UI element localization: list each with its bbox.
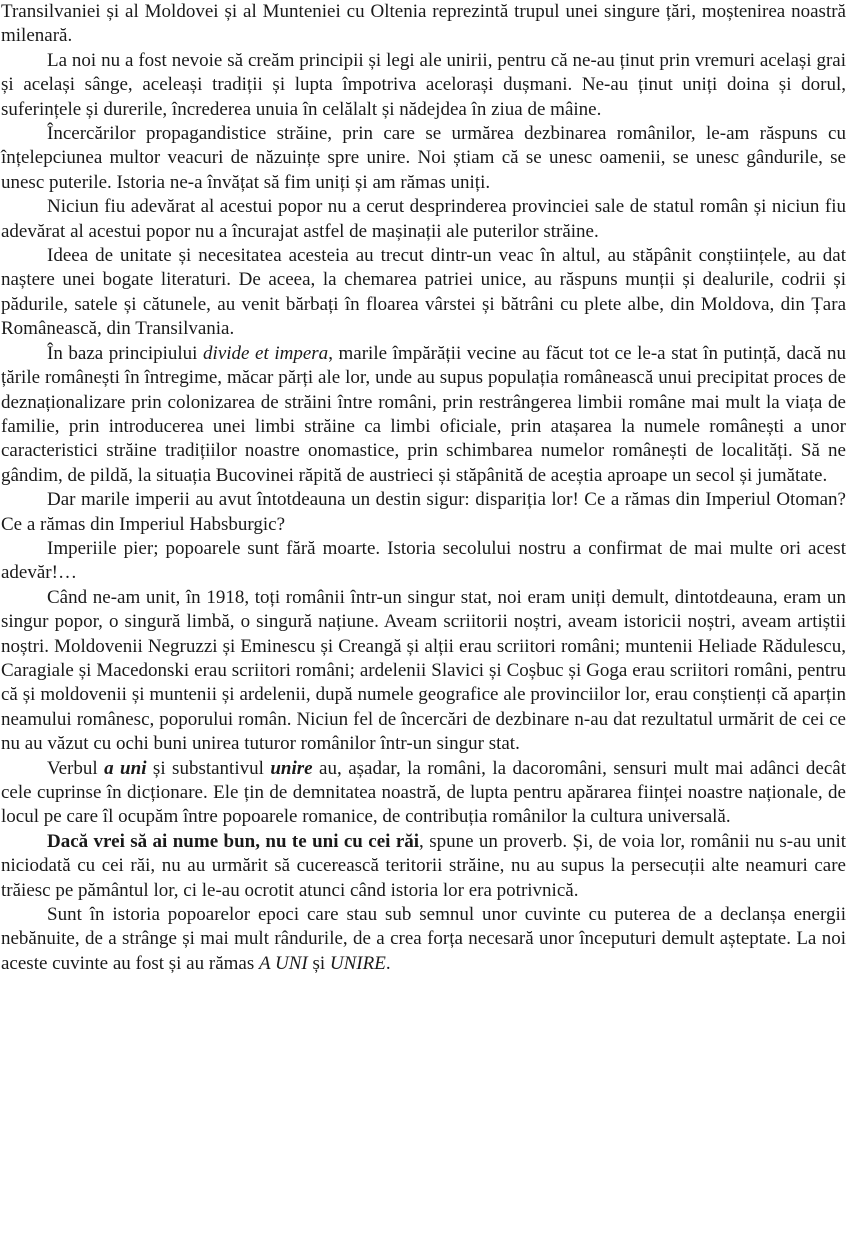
paragraph [1,0,846,49]
text-run: La noi nu a fost nevoie să creăm principii și legi ale unirii, pentru că ne-au ținut prin vremuri același grai și același sânge, aceleași tradiții și lupta împotriva acelorași dușmani. Ne-au ținut uniți doina și dorul, suferințele și durerile, încrederea unuia în celălalt și nădejdea în ziua de mâine. [1,49,846,120]
text-run: Încercărilor propagandistice străine, prin care se urmărea dezbinarea românilor, le-am răspuns cu înțelepciunea multor veacuri de năzuințe spre unire. Noi știam că se unesc oamenii, se unesc gândurile, se unesc puterile. Istoria ne-a învățat să fim uniți și am rămas uniți. [1,123,846,193]
paragraph [1,244,846,342]
text-run: au, așadar, la români, la dacoromâni, sensuri mult mai adânci decât cele cuprinse în dicționare. Ele țin de demnitatea noastră, de lupta pentru apărarea ființei noastre naționale, de locul pe care îl ocupăm între popoarele romanice, de contribuția românilor la cultura universală. [1,757,847,828]
text-run: Niciun fiu adevărat al acestui popor nu a cerut desprinderea provinciei sale de statul român și niciun fiu adevărat al acestui popor nu a încurajat astfel de mașinații ale puterilor străine. [1,196,846,242]
text-run: Transilvaniei și al Moldovei și al Munteniei cu Oltenia reprezintă trupul unei singure țări, moștenirea noastră milenară. [1,1,846,47]
text-run: și [307,952,330,974]
italic-text: A UNI [258,952,308,974]
paragraph [1,537,846,586]
bold-text: Dacă vrei să ai nume bun, nu te uni cu cei răi [47,830,420,852]
text-run: Când ne-am unit, în 1918, toți românii într-un singur stat, noi eram uniți demult, dintotdeauna, eram un singur popor, o singură limbă, o singură națiune. Aveam scriitorii noștri, aveam istoricii noștri, aveam artiștii noștri. Moldovenii Negruzzi și Eminescu și Creangă și alții erau scriitori români; muntenii Heliade Rădulescu, Caragiale și Macedonski erau scriitori români; ardelenii Slavici și Coșbuc și Goga erau scriitori români, pentru că și moldovenii și muntenii și ardelenii, după numele geografice ale provinciilor lor, erau conștienți că aparțin neamului românesc, poporului român. Niciun fel de încercări de dezbinare n-au dat rezultatul urmărit de cei ce nu au văzut cu ochi buni unirea tuturor românilor într-un singur stat. [1,586,846,755]
text-run: Dar marile imperii au avut întotdeauna un destin sigur: dispariția lor! Ce a rămas din Imperiul Otoman? Ce a rămas din Imperiul Habsburgic? [1,489,846,535]
text-run: și substantivul [146,757,271,779]
text-run: , spune un proverb. Și, de voia lor, românii nu s-au unit niciodată cu cei răi, nu au urmărit să cucerească teritorii străine, nu au supus la persecuții alte neamuri care trăiesc pe pământul lor, ci le-au ocrotit atunci când istoria lor era potrivnică. [1,830,847,901]
italic-text: UNIRE [329,952,386,974]
italic-text: divide et impera [203,342,329,364]
text-run: Imperiile pier; popoarele sunt fără moarte. Istoria secolului nostru a confirmat de mai multe ori acest adevăr!… [1,537,846,584]
text-run: Sunt în istoria popoarelor epoci care stau sub semnul unor cuvinte cu puterea de a declanșa energii nebănuite, de a strânge și mai mult rândurile, de a crea forța necesară unor începuturi demult așteptate. La noi aceste cuvinte au fost și au rămas [1,904,846,974]
text-run: Ideea de unitate și necesitatea acesteia au trecut dintr-un veac în altul, au stăpânit conștiințele, au dat naștere unei bogate literaturi. De aceea, la chemarea patriei unice, au răspuns munții și dealurile, codrii și pădurile, satele și cătunele, au venit bărbați în floarea vârstei și bătrâni cu plete albe, din Moldova, din Țara Românească, din Transilvania. [1,245,846,340]
paragraph [1,342,846,488]
paragraph [1,122,846,195]
paragraph [1,903,846,976]
text-run: , marile împărății vecine au făcut tot ce le-a stat în putință, dacă nu țările românești în întregime, măcar părți ale lor, unde au supus populația românească unui precipitat proces de deznaționalizare prin colonizarea de străini între români, prin restrângerea limbii române mai mult la viața de familie, prin introducerea unei limbi străine ca limbi oficiale, prin atașarea la numele românești a unor caracteristici străine tradițiilor noastre onomastice, prin schimbarea numelor românești de localități. Să ne gândim, de pildă, la situația Bucovinei răpită de austrieci și stăpânită de aceștia aproape un secol și jumătate. [1,342,847,486]
paragraph [1,488,846,537]
paragraph [1,586,846,757]
paragraph [1,830,846,903]
text-run: În baza principiului [47,342,204,364]
text-run: Verbul [47,757,105,779]
paragraph [1,49,846,122]
paragraph [1,757,846,830]
text-run: . [385,952,391,974]
bold-italic-text: a uni [104,757,147,779]
bold-italic-text: unire [270,757,313,779]
paragraph [1,195,846,244]
